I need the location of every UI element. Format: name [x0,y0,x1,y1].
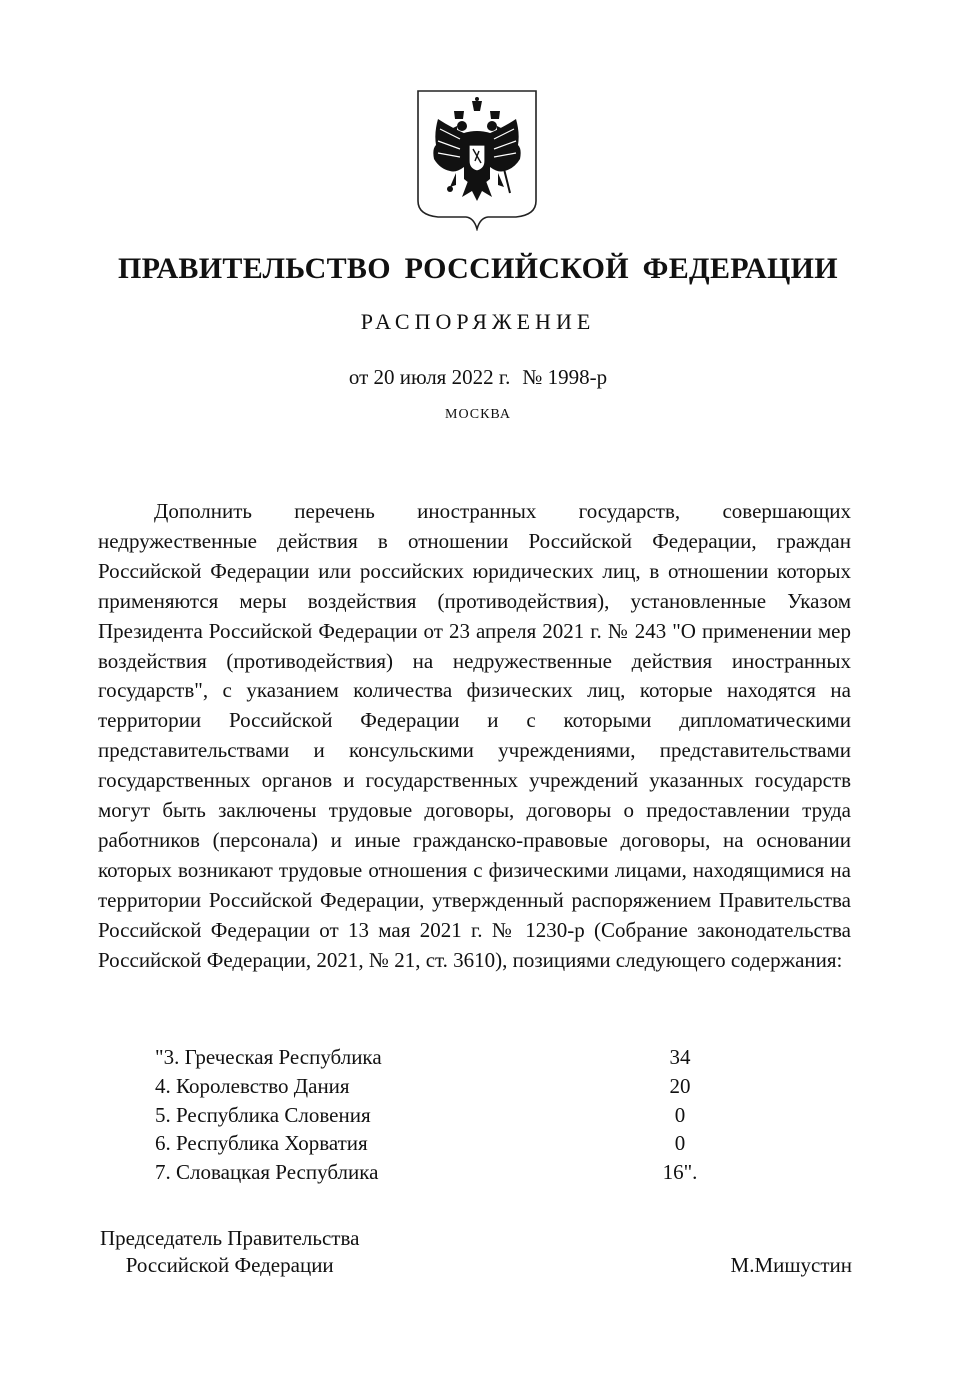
signatory-title [100,1225,359,1279]
position-name: "3. Греческая Республика [155,1045,382,1069]
position-count: 34 [669,1045,691,1069]
date-line [0,365,956,390]
position-count: 20 [669,1073,691,1098]
document-date: от 20 июля 2022 г. [348,365,511,389]
position-name: 6. Республика Хорватия [155,1131,368,1156]
document-type: РАСПОРЯЖЕНИЕ [360,309,596,334]
document-number: № 1998-р [522,365,608,389]
position-name: 5. Республика Словения [155,1102,371,1127]
list-item [155,1072,755,1101]
position-count: 16". [662,1160,698,1185]
list-item [155,1129,755,1158]
coat-of-arms-icon [416,89,538,231]
body-paragraph: Дополнить перечень иностранных государств, совершающих недружественные действия в отношении Российской Федерации, граждан Российской Федерации или российских юридических лиц, в отношении которых применяются меры воздействия (противодействия), установленные Указом Президента Российской Федерации от 23 апреля 2021 г. № 243 "О применении мер воздействия (противодействия) на недружественные действия иностранных государств", с указанием количества физических лиц, которые находятся на территории Российской Федерации и с которыми дипломатическими представительствами и консульскими учреждениями, представительствами государственных органов и государственных учреждений указанных государств могут быть заключены трудовые договоры, договоры о предоставлении труда работников (персонала) и иные гражданско-правовые договоры, на основании которых возникают трудовые отношения с физическими лицами, находящимися на территории Российской Федерации, утвержденный распоряжением Правительства Российской Федерации от 13 мая 2021 г. № 1230-р (Собрание законодательства Российской Федерации, 2021, № 21, ст. 3610), позициями следующего содержания: [98,499,851,972]
list-item [155,1101,755,1130]
positions-list [155,1043,755,1187]
position-count: 0 [674,1131,686,1156]
position-name: 7. Словацкая Республика [155,1160,379,1185]
position-count: 0 [674,1102,686,1127]
signatory-name: М.Мишустин [730,1253,852,1277]
list-item [155,1043,755,1072]
signatory-title-line2: Российской Федерации [125,1253,334,1277]
government-title: ПРАВИТЕЛЬСТВО РОССИЙСКОЙ ФЕДЕРАЦИИ [118,252,838,285]
position-name: 4. Королевство Дания [155,1073,350,1098]
list-item [155,1158,755,1187]
signatory-title-line1: Председатель Правительства [100,1226,360,1250]
city: МОСКВА [445,407,511,422]
